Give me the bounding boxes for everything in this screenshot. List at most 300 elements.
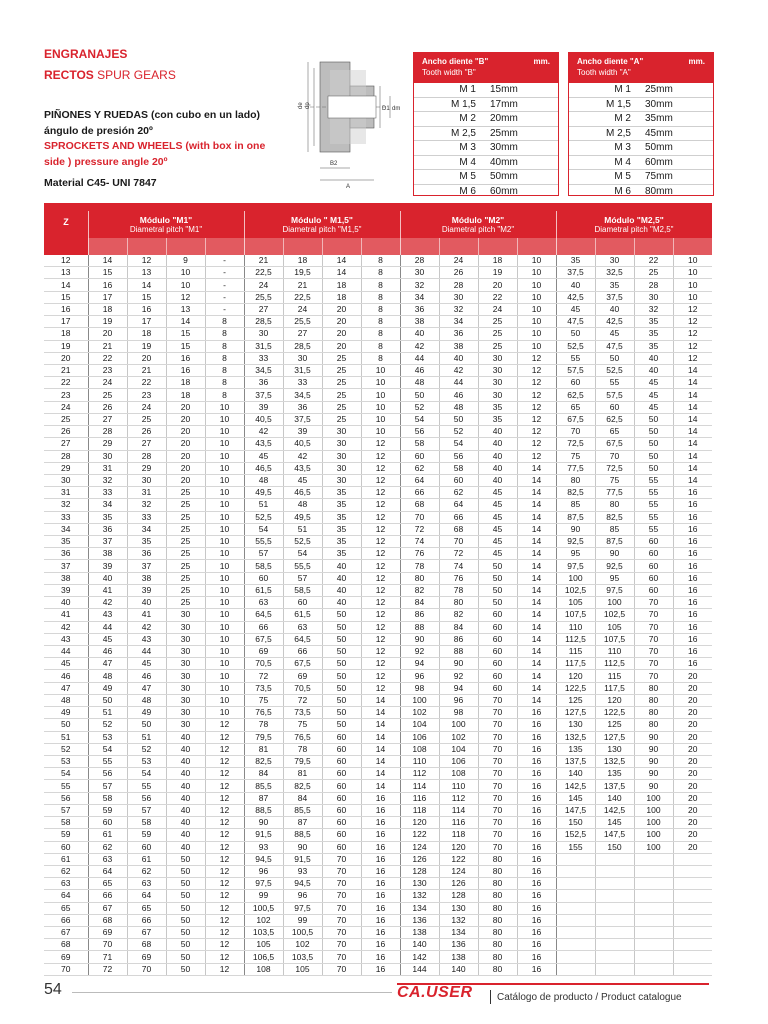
dimension-cell: 12 [205,927,244,939]
dimension-cell: 42 [439,364,478,376]
dimension-cell: 14 [361,755,400,767]
dimension-cell: 120 [439,841,478,853]
dimension-cell: 10 [361,364,400,376]
teeth-count-cell: 50 [44,719,88,731]
dimension-cell: 97,5 [556,560,595,572]
dimension-cell: 30 [127,474,166,486]
dimension-cell: 13 [127,267,166,279]
dimension-cell: 30 [166,633,205,645]
dimension-cell: 80 [634,719,673,731]
dimension-cell: 67 [88,902,127,914]
dimension-cell [673,890,712,902]
dimension-cell [673,939,712,951]
dimension-cell: 30 [478,389,517,401]
dimension-cell: 14 [517,487,556,499]
dimension-cell: 106,5 [244,951,283,963]
dimension-cell: 52 [127,743,166,755]
dimension-cell: 19 [127,340,166,352]
dimension-cell: 30 [166,646,205,658]
dimension-cell: 140 [400,939,439,951]
dimension-cell: 96 [244,865,283,877]
table-row [44,743,712,755]
dimension-cell: 14 [517,511,556,523]
table-row [44,450,712,462]
dimension-cell: 16 [517,951,556,963]
dimension-cell: 40 [595,303,634,315]
dimension-cell: 12 [205,939,244,951]
dimension-cell: 22,5 [244,267,283,279]
dimension-cell: 43 [88,609,127,621]
dimension-cell: 12 [205,963,244,975]
dimension-cell: 37,5 [556,267,595,279]
dimension-cell: 45 [283,474,322,486]
dimension-cell: 39 [88,560,127,572]
dimension-cell: 10 [673,291,712,303]
dimension-cell: 70 [478,817,517,829]
dimension-cell: 50 [322,646,361,658]
dimension-cell: 65 [595,426,634,438]
module-row [569,83,713,98]
teeth-count-cell: 67 [44,927,88,939]
dimension-cell: 122,5 [595,707,634,719]
dimension-cell: 60 [244,572,283,584]
dimension-cell: 65 [88,878,127,890]
dimension-cell: 16 [361,890,400,902]
dimension-cell: 90 [634,768,673,780]
dimension-cell: 51 [88,707,127,719]
dimension-cell: 82,5 [556,487,595,499]
dimension-cell: 62,5 [595,413,634,425]
dimension-cell: 80 [478,890,517,902]
dimension-cell: 30 [322,450,361,462]
module-label: M 5 [614,171,631,182]
dimension-cell: 59 [88,804,127,816]
dimension-cell: 25 [88,389,127,401]
dimension-cell: 14 [517,621,556,633]
dimension-cell: 49 [127,707,166,719]
dimension-cell: 67,5 [244,633,283,645]
dimension-cell: 80 [595,499,634,511]
dimension-cell: 12 [127,255,166,267]
dimension-cell: 38 [400,316,439,328]
dimension-cell: 100,5 [283,927,322,939]
dimension-cell: 20 [88,328,127,340]
dimension-cell: 29 [88,438,127,450]
dimension-cell: 26 [439,267,478,279]
dimension-cell: 40 [478,450,517,462]
dimension-cell: 142,5 [595,804,634,816]
dimension-cell: 18 [166,377,205,389]
dimension-cell: 14 [361,780,400,792]
dimension-cell: 20 [673,670,712,682]
dimension-cell: 16 [673,511,712,523]
dimension-cell: 130 [595,743,634,755]
dimension-cell: 57 [244,548,283,560]
dimension-cell: 30 [634,291,673,303]
teeth-count-cell: 12 [44,255,88,267]
dimension-cell: 10 [205,609,244,621]
dimension-cell: 10 [517,255,556,267]
dimension-cell: 44 [88,621,127,633]
dimension-cell: 20 [673,707,712,719]
teeth-count-cell: 17 [44,316,88,328]
dimension-cell: 55 [634,523,673,535]
teeth-count-cell: 29 [44,462,88,474]
dimension-cell: 70 [322,878,361,890]
dimension-cell: 13 [166,303,205,315]
dimension-cell: 80 [478,878,517,890]
dimension-cell: 18 [283,255,322,267]
dimension-cell: 20 [673,804,712,816]
z-header: Z [63,217,69,227]
dimension-cell: 10 [205,633,244,645]
dimension-cell: 12 [361,474,400,486]
table-row [44,804,712,816]
dimension-cell: 40,5 [244,413,283,425]
dimension-cell: 117,5 [556,658,595,670]
dimension-cell: 18 [478,255,517,267]
dimension-cell: 92,5 [595,560,634,572]
dimension-cell: 16 [673,658,712,670]
dimension-cell [595,914,634,926]
dimension-cell: 46 [127,670,166,682]
dimension-cell: 78 [439,584,478,596]
dimension-cell: 36 [283,401,322,413]
dimension-cell: 22 [634,255,673,267]
dimension-cell: 14 [517,658,556,670]
dimension-cell: 20 [673,682,712,694]
dimension-cell: 50 [322,682,361,694]
dimension-cell: 57 [127,804,166,816]
dimension-cell: 46,5 [244,462,283,474]
dimension-cell: 50 [166,951,205,963]
dimension-cell: 16 [673,487,712,499]
dimension-cell: 50 [556,328,595,340]
dimension-cell: 61 [88,829,127,841]
dimension-cell: 12 [517,426,556,438]
table-row [44,279,712,291]
dimension-cell: 27 [244,303,283,315]
dimension-cell: 67,5 [595,438,634,450]
dimension-cell: 60 [322,841,361,853]
dimension-cell: 28 [127,450,166,462]
dimension-cell: 70 [478,780,517,792]
dimension-cell: 28 [88,426,127,438]
dimension-cell: 14 [127,279,166,291]
dimension-cell: 25 [166,560,205,572]
tooth-width-b-header: Ancho diente "B" mm. Tooth width "B" [414,53,558,83]
dimension-cell: 10 [517,267,556,279]
teeth-count-cell: 20 [44,352,88,364]
dimension-cell: 30 [166,609,205,621]
dimension-cell: 16 [361,853,400,865]
dimension-cell: 14 [517,548,556,560]
dimension-cell: 87 [244,792,283,804]
table-row [44,438,712,450]
dimension-cell: 34 [88,499,127,511]
dimension-cell: 42 [400,340,439,352]
dimension-cell: 72 [439,548,478,560]
dimension-cell: 10 [361,413,400,425]
dimension-cell: 78 [244,719,283,731]
dimension-cell: 14 [517,474,556,486]
dimension-cell: 137,5 [556,755,595,767]
dimension-cell: 103,5 [244,927,283,939]
teeth-count-cell: 25 [44,413,88,425]
dimension-cell: 12 [361,682,400,694]
dimension-cell: 8 [205,364,244,376]
dimension-cell: 90 [634,755,673,767]
dimension-cell: 29 [127,462,166,474]
dimension-cell: 54 [283,548,322,560]
dimension-cell: 12 [517,352,556,364]
dimension-cell: 12 [205,853,244,865]
dimension-cell: 80 [478,865,517,877]
dimension-cell: 114 [400,780,439,792]
dimension-cell: 140 [439,963,478,975]
dimension-cell: 12 [205,817,244,829]
dimension-cell: 60 [322,755,361,767]
dimension-cell: 30 [88,450,127,462]
dimension-cell: 90 [244,817,283,829]
table-row [44,572,712,584]
dimension-cell: 72,5 [556,438,595,450]
dimension-cell: 10 [517,328,556,340]
dimension-cell: 50 [478,572,517,584]
dimension-cell: 40 [88,572,127,584]
dimension-cell: 16 [517,719,556,731]
dimension-cell: 14 [673,426,712,438]
module-row [414,141,558,156]
module-width-value: 15mm [490,84,518,95]
dimension-cell: 50 [634,426,673,438]
dimension-cell: - [205,267,244,279]
dimension-cell: 50 [478,584,517,596]
dimension-cell: 45 [478,487,517,499]
table-row [44,939,712,951]
dimension-cell: 25 [478,328,517,340]
dimension-cell: 16 [517,914,556,926]
dimension-cell: 21 [88,340,127,352]
dimension-cell: 70 [478,719,517,731]
module-label: M 6 [614,185,631,197]
dimension-cell: 24 [127,401,166,413]
dimension-cell: 8 [361,316,400,328]
dimension-cell: 71 [88,951,127,963]
dimension-cell: 72 [400,523,439,535]
dimension-cell: 25 [166,499,205,511]
dimension-cell: 25 [322,364,361,376]
dimension-cell: 64 [400,474,439,486]
dimension-cell: 12 [361,658,400,670]
dimension-cell: 120 [595,694,634,706]
dimension-cell: 14 [517,584,556,596]
dimension-cell: 20 [673,731,712,743]
dimension-cell: 18 [127,328,166,340]
dimension-cell: 12 [205,755,244,767]
table-row [44,352,712,364]
dimension-cell: 25 [166,536,205,548]
dimension-cell: 8 [361,340,400,352]
dimension-cell: 14 [673,438,712,450]
dimension-cell: 80 [478,927,517,939]
gear-cross-section-diagram [296,52,408,192]
dimension-cell: 20 [673,841,712,853]
dimension-cell: 99 [283,914,322,926]
dimension-cell: 95 [595,572,634,584]
dimension-cell: 44 [127,646,166,658]
dimension-cell: 145 [556,792,595,804]
dimension-cell: 40 [166,768,205,780]
dimension-cell: 20 [673,743,712,755]
gear-dimensions-table [44,203,712,976]
dimension-cell: 16 [361,804,400,816]
dimension-cell [556,865,595,877]
dimension-cell [634,963,673,975]
dimension-cell: 45 [595,328,634,340]
dimension-cell: 48 [400,377,439,389]
dimension-cell: 86 [400,609,439,621]
dimension-cell [556,853,595,865]
dimension-cell: 10 [673,255,712,267]
dimension-cell: 30 [478,377,517,389]
dimension-cell: 37 [127,560,166,572]
dimension-cell: 60 [322,792,361,804]
dimension-cell: 124 [439,865,478,877]
dimension-cell: 14 [673,364,712,376]
dimension-cell: 35 [634,316,673,328]
dimension-cell: 12 [205,829,244,841]
teeth-count-cell: 49 [44,707,88,719]
dimension-cell: 34,5 [283,389,322,401]
dimension-cell: 16 [361,878,400,890]
dimension-cell: 16 [517,792,556,804]
module-width-value: 25mm [490,127,518,139]
dimension-cell: 82,5 [595,511,634,523]
dimension-cell: 87,5 [595,536,634,548]
diagram-label-dp: dp [305,102,311,109]
dimension-cell: 60 [322,804,361,816]
dimension-cell: 64 [88,865,127,877]
dimension-cell: 16 [517,731,556,743]
teeth-count-cell: 13 [44,267,88,279]
dimension-cell: 132,5 [595,755,634,767]
dimension-cell: 55 [634,474,673,486]
dimension-cell: 41 [127,609,166,621]
dimension-cell: - [205,303,244,315]
dimension-cell: 14 [517,670,556,682]
teeth-count-cell: 24 [44,401,88,413]
dimension-cell: 12 [517,413,556,425]
dimension-cell: 20 [166,450,205,462]
dimension-cell: 112 [400,768,439,780]
dimension-cell: 10 [205,597,244,609]
dimension-cell: 104 [400,719,439,731]
teeth-count-cell: 38 [44,572,88,584]
tooth-width-a-box [568,52,714,196]
dimension-cell: 116 [400,792,439,804]
dimension-cell: 14 [673,377,712,389]
dimension-cell: 10 [361,426,400,438]
dimension-cell: 16 [673,572,712,584]
dimension-cell: 60 [322,731,361,743]
dimension-cell: 50 [634,462,673,474]
dimension-cell: 30 [322,426,361,438]
dimension-cell: 46 [439,389,478,401]
dimension-cell: 59 [127,829,166,841]
dimension-cell: 142 [400,951,439,963]
dimension-cell: 41 [88,584,127,596]
dimension-cell: 40 [166,780,205,792]
dimension-cell: 128 [400,865,439,877]
dimension-cell: 126 [400,853,439,865]
dimension-cell: 16 [517,939,556,951]
module-label: M 1 [614,84,631,95]
dimension-cell: 39 [244,401,283,413]
dimension-cell: 12 [361,597,400,609]
table-row [44,963,712,975]
teeth-count-cell: 39 [44,584,88,596]
module-row [569,112,713,127]
dimension-cell: 16 [673,548,712,560]
dimension-cell: 8 [361,267,400,279]
dimension-cell: 70 [322,914,361,926]
dimension-cell: 58,5 [283,584,322,596]
dimension-cell: 40 [556,279,595,291]
dimension-cell: 45 [478,523,517,535]
module-row [569,170,713,185]
dimension-cell: 40 [400,328,439,340]
module-row [414,83,558,98]
dimension-cell: 25 [127,413,166,425]
dimension-cell: 42,5 [556,291,595,303]
dimension-cell: 70 [127,963,166,975]
dimension-cell: 10 [517,303,556,315]
dimension-cell: 93 [283,865,322,877]
dimension-cell: 50 [166,902,205,914]
teeth-count-cell: 52 [44,743,88,755]
dimension-cell: 14 [673,413,712,425]
dimension-cell: 38 [439,340,478,352]
dimension-cell: 70 [322,853,361,865]
dimension-cell: 12 [673,352,712,364]
dimension-cell: 92 [400,646,439,658]
teeth-count-cell: 65 [44,902,88,914]
dimension-cell: 21 [127,364,166,376]
dimension-cell: 50 [322,633,361,645]
dimension-cell: 50 [166,927,205,939]
dimension-cell: 69 [244,646,283,658]
dimension-cell: 70 [322,890,361,902]
dimension-cell: 117,5 [595,682,634,694]
dimension-cell: 35 [127,536,166,548]
dimension-cell: 10 [517,340,556,352]
dimension-cell: 16 [166,364,205,376]
dimension-cell: 60 [478,682,517,694]
dimension-cell: 94 [439,682,478,694]
dimension-cell [634,902,673,914]
page-number: 54 [44,981,62,998]
dimension-cell: 90 [400,633,439,645]
module-label: M 2,5 [605,127,631,139]
dimension-cell: 30 [439,291,478,303]
dimension-cell: 62 [439,487,478,499]
dimension-cell: 134 [400,902,439,914]
dimension-cell: 49,5 [244,487,283,499]
dimension-cell: 18 [88,303,127,315]
dimension-cell: 16 [361,817,400,829]
dimension-cell: 33 [88,487,127,499]
